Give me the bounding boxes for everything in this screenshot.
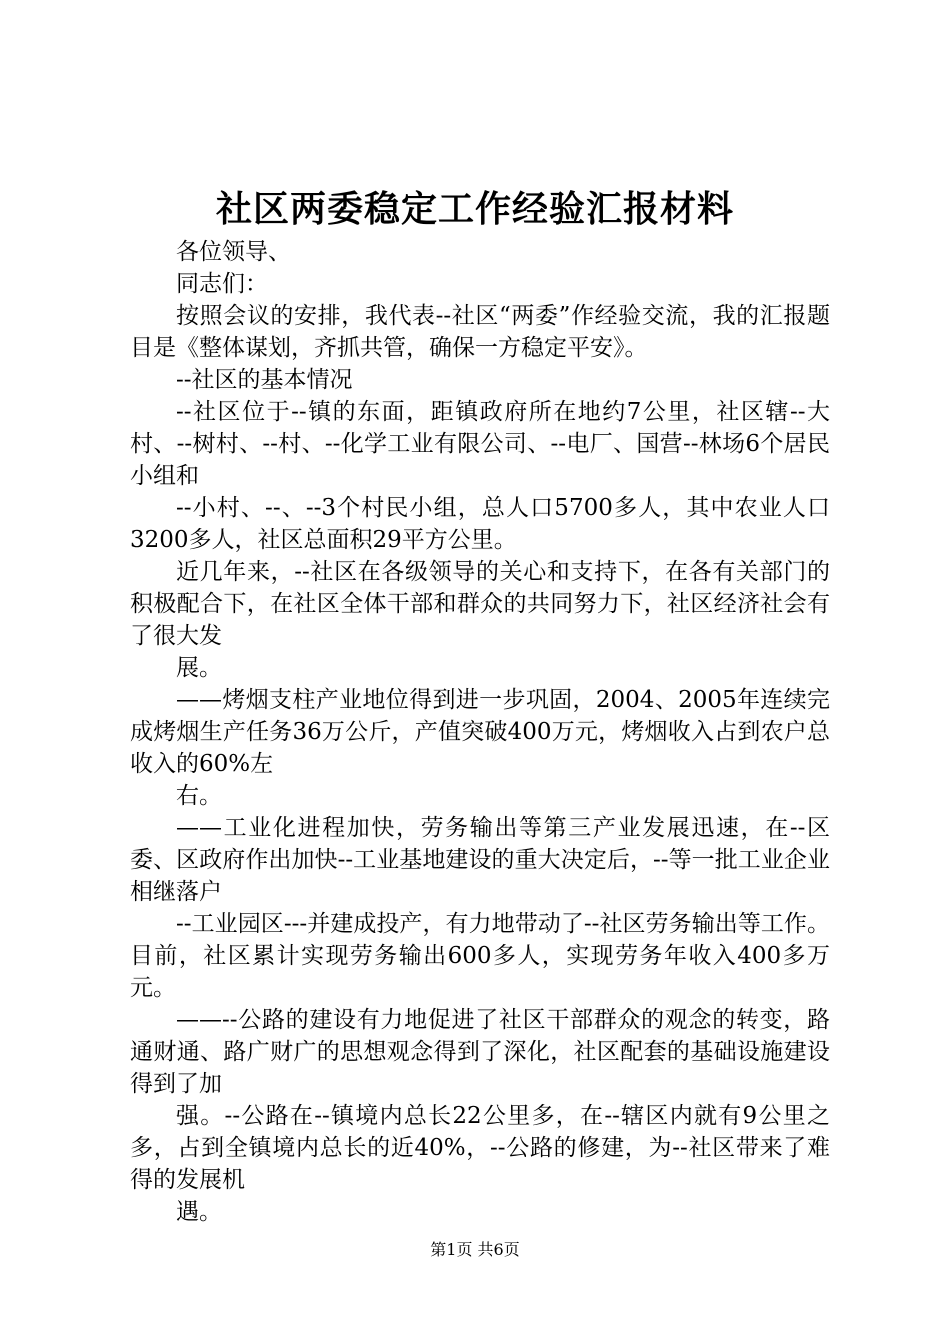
paragraph: ——烤烟支柱产业地位得到进一步巩固，2004、2005年连续完成烤烟生产任务36万公斤，产值突破400万元，烤烟收入占到农户总收入的60%左 (130, 687, 830, 777)
paragraph: --小村、--、--3个村民小组，总人口5700多人，其中农业人口3200多人，社区总面积29平方公里。 (130, 495, 830, 553)
paragraph: 展。 (176, 655, 222, 681)
section-heading: --社区的基本情况 (176, 367, 353, 393)
page-number-footer: 第1页 共6页 (430, 1240, 520, 1259)
paragraph: 遇。 (176, 1199, 222, 1225)
document-title: 社区两委稳定工作经验汇报材料 (215, 188, 734, 230)
paragraph: --工业园区---并建成投产，有力地带动了--社区劳务输出等工作。目前，社区累计实现劳务输出600多人，实现劳务年收入400多万元。 (130, 911, 830, 1001)
paragraph: ——--公路的建设有力地促进了社区干部群众的观念的转变，路通财通、路广财广的思想观念得到了深化，社区配套的基础设施建设得到了加 (130, 1007, 830, 1097)
paragraph-salutation-1: 各位领导、 (176, 239, 291, 265)
document-body (130, 236, 830, 1228)
paragraph: 近几年来，--社区在各级领导的关心和支持下，在各有关部门的积极配合下，在社区全体干部和群众的共同努力下，社区经济社会有了很大发 (130, 559, 830, 649)
paragraph: 强。--公路在--镇境内总长22公里多，在--辖区内就有9公里之多，占到全镇境内总长的近40%，--公路的修建，为--社区带来了难得的发展机 (130, 1103, 830, 1193)
paragraph: --社区位于--镇的东面，距镇政府所在地约7公里，社区辖--大村、--树村、--村、--化学工业有限公司、--电厂、国营--林场6个居民小组和 (130, 399, 830, 489)
paragraph: ——工业化进程加快，劳务输出等第三产业发展迅速，在--区委、区政府作出加快--工业基地建设的重大决定后，--等一批工业企业相继落户 (130, 815, 830, 905)
paragraph: 按照会议的安排，我代表--社区“两委”作经验交流，我的汇报题目是《整体谋划，齐抓共管，确保一方稳定平安》。 (130, 303, 830, 361)
paragraph-salutation-2: 同志们： (176, 271, 268, 297)
paragraph: 右。 (176, 783, 222, 809)
